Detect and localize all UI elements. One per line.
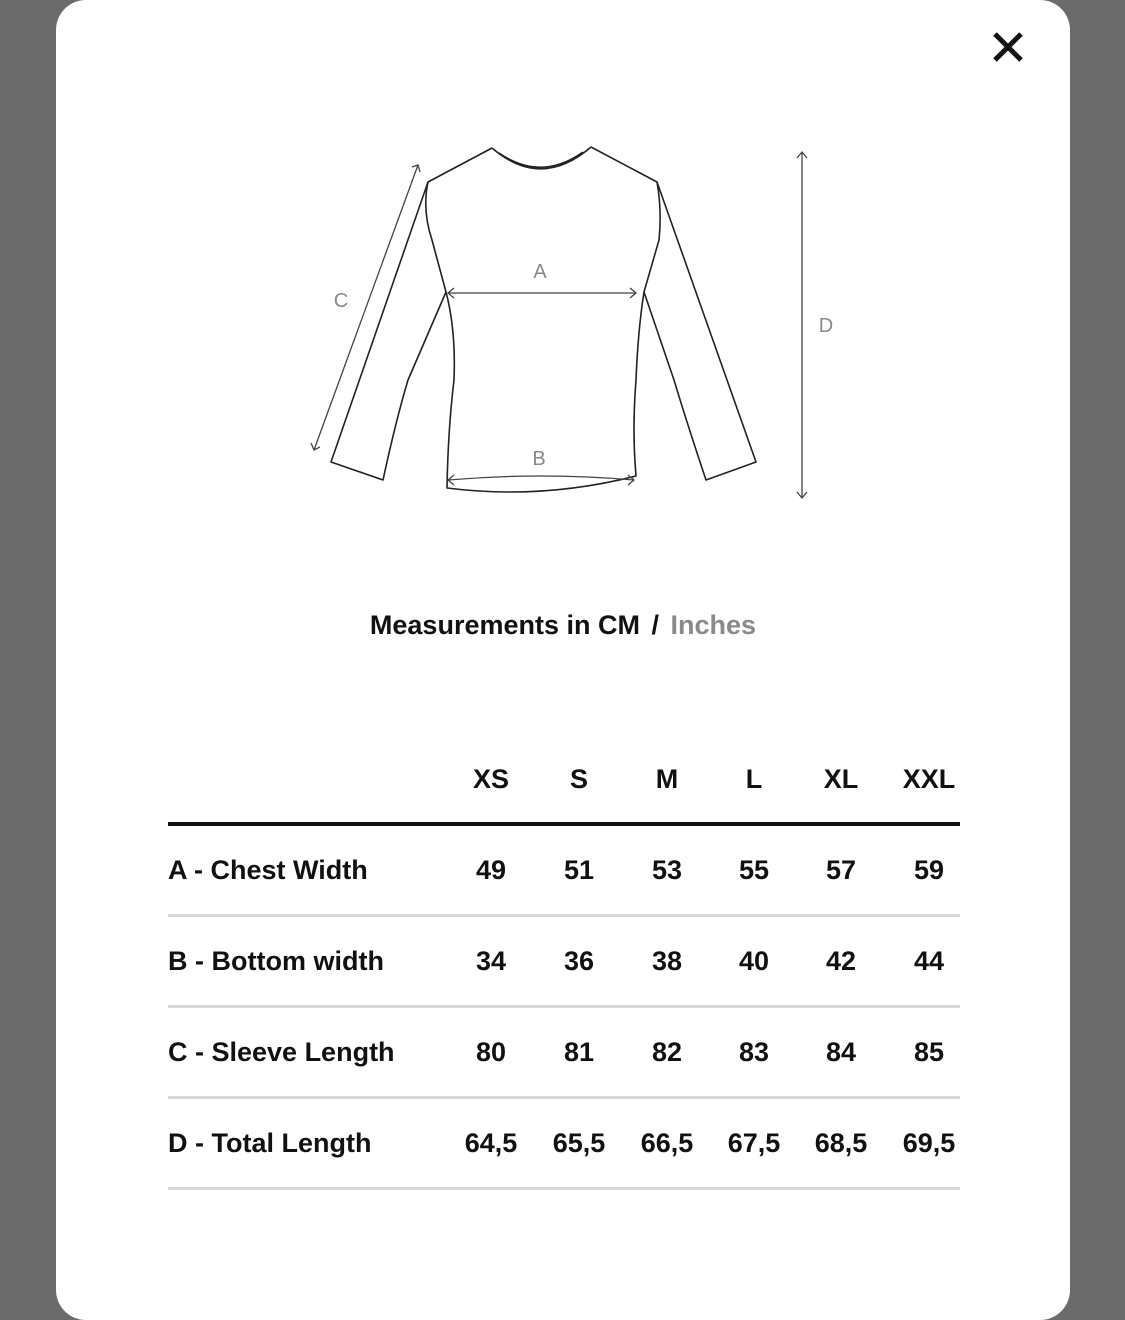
size-header-l: L [745, 763, 763, 794]
table-cell: 84 [825, 1036, 857, 1067]
table-cell: 64,5 [464, 1127, 518, 1158]
row-label: C - Sleeve Length [168, 1036, 395, 1067]
table-cell: 66,5 [640, 1127, 694, 1158]
shirt-body-outline [426, 147, 660, 492]
table-cell: 44 [913, 945, 945, 976]
sleeve-length-arrow [314, 165, 418, 450]
long-sleeve-shirt-illustration [56, 0, 1070, 560]
row-label: A - Chest Width [168, 854, 368, 885]
table-cell: 38 [651, 945, 683, 976]
size-header-s: S [569, 763, 588, 794]
label-d: D [818, 315, 834, 337]
size-header-xl: XL [823, 763, 859, 794]
row-label: D - Total Length [168, 1127, 372, 1158]
size-header-m: M [655, 763, 679, 794]
table-cell: 67,5 [727, 1127, 781, 1158]
row-label: B - Bottom width [168, 945, 384, 976]
table-row-total-length [168, 1099, 960, 1190]
right-sleeve [644, 182, 756, 480]
table-row-chest-width [168, 826, 960, 917]
table-cell: 85 [913, 1036, 945, 1067]
size-guide-modal [56, 0, 1070, 1320]
size-header-row [168, 750, 960, 826]
table-cell: 42 [825, 945, 857, 976]
size-header-xxl: XXL [902, 763, 956, 794]
table-cell: 65,5 [552, 1127, 606, 1158]
bottom-width-arrow [448, 476, 634, 480]
table-cell: 53 [651, 854, 683, 885]
label-b: B [532, 448, 546, 470]
unit-separator: / [651, 610, 660, 640]
table-cell: 34 [475, 945, 507, 976]
table-cell: 57 [825, 854, 857, 885]
size-header-xs: XS [472, 763, 510, 794]
table-cell: 82 [651, 1036, 683, 1067]
label-c: C [333, 290, 349, 312]
table-cell: 83 [738, 1036, 770, 1067]
unit-inches-option[interactable]: Inches [670, 610, 757, 640]
unit-toggle [56, 610, 1070, 641]
table-cell: 81 [563, 1036, 595, 1067]
table-cell: 59 [913, 854, 945, 885]
table-cell: 36 [563, 945, 595, 976]
table-cell: 55 [738, 854, 770, 885]
table-row-sleeve-length [168, 1008, 960, 1099]
unit-cm-option[interactable]: Measurements in CM [369, 610, 640, 640]
table-cell: 49 [475, 854, 507, 885]
table-cell: 69,5 [902, 1127, 956, 1158]
table-cell: 68,5 [814, 1127, 868, 1158]
garment-diagram [56, 0, 1070, 560]
table-row-bottom-width [168, 917, 960, 1008]
label-a: A [533, 261, 547, 283]
table-cell: 80 [475, 1036, 507, 1067]
size-table [168, 750, 960, 1190]
table-cell: 40 [738, 945, 770, 976]
table-cell: 51 [563, 854, 595, 885]
